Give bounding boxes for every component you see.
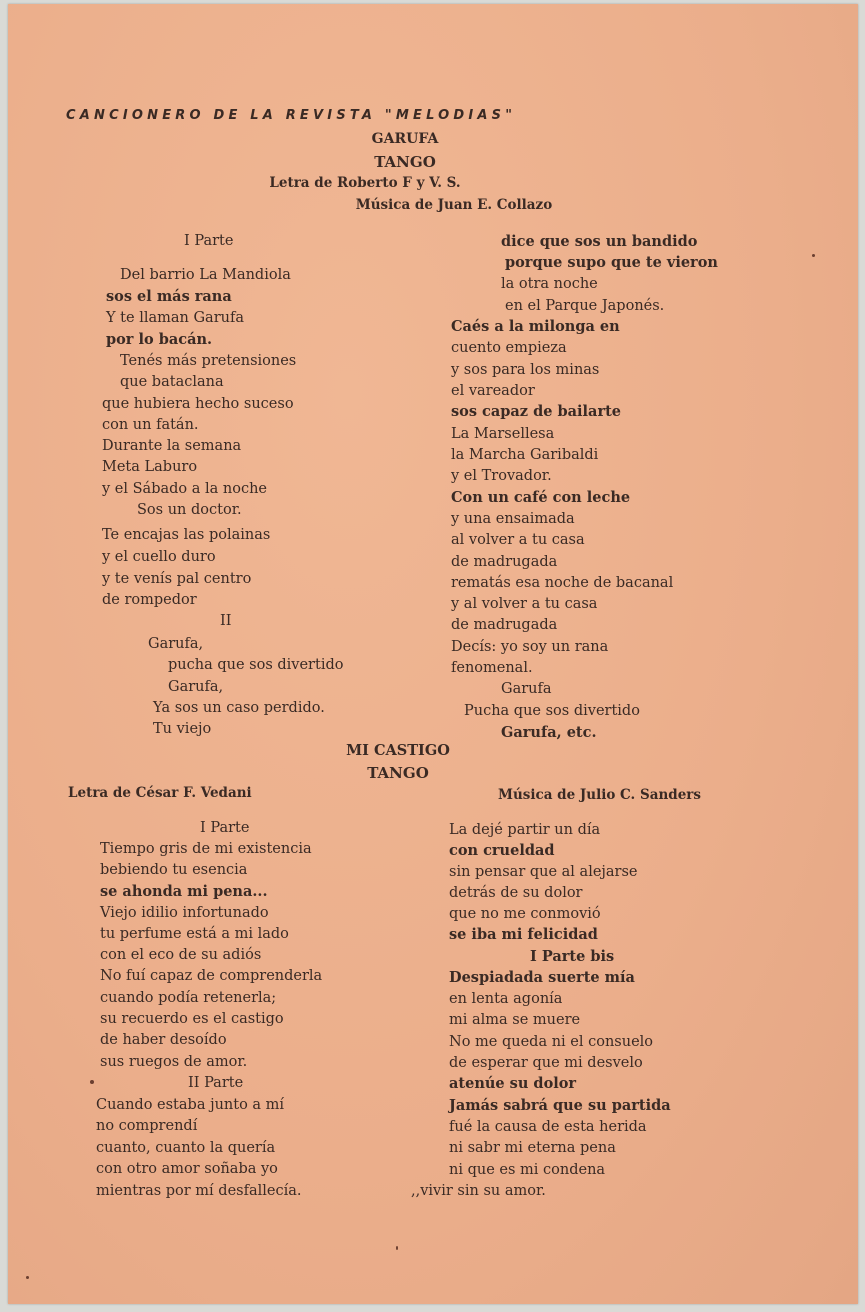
lyric-line: que hubiera hecho suceso	[102, 396, 294, 412]
lyric-line: y sos para los minas	[451, 362, 600, 378]
lyric-line: por lo bacán.	[106, 331, 213, 348]
lyric-line: sos capaz de bailarte	[451, 403, 622, 420]
lyric-line: Con un café con leche	[451, 489, 631, 506]
lyric-line: Viejo idilio infortunado	[100, 905, 269, 921]
lyric-line: con otro amor soñaba yo	[96, 1161, 278, 1177]
lyric-line: I Parte bis	[530, 948, 615, 965]
lyric-line: pucha que sos divertido	[168, 657, 344, 673]
lyric-line: Tu viejo	[153, 721, 212, 737]
lyric-line: sos el más rana	[106, 288, 232, 305]
lyric-line: Caés a la milonga en	[451, 318, 620, 335]
song2-title: MI CASTIGO	[346, 742, 450, 759]
song1-title: GARUFA	[371, 131, 439, 147]
lyric-line: rematás esa noche de bacanal	[451, 575, 674, 591]
lyric-line: Decís: yo soy un rana	[451, 639, 609, 655]
lyric-line: porque supo que te vieron	[505, 254, 718, 271]
lyric-line: que no me conmovió	[449, 906, 601, 922]
lyric-line: tu perfume está a mi lado	[100, 926, 289, 942]
lyric-line: Garufa,	[168, 679, 224, 695]
lyric-line: No fuí capaz de comprenderla	[100, 968, 323, 984]
lyric-line: cuento empieza	[451, 340, 567, 356]
lyric-line: de haber desoído	[100, 1032, 227, 1048]
lyric-line: Cuando estaba junto a mí	[96, 1097, 285, 1113]
song2-genre: TANGO	[367, 764, 429, 782]
lyric-line: sin pensar que al alejarse	[449, 864, 638, 880]
lyric-line: su recuerdo es el castigo	[100, 1011, 284, 1027]
lyric-line: el vareador	[451, 383, 535, 399]
lyric-line: en lenta agonía	[449, 991, 563, 1007]
lyric-line: con el eco de su adiós	[100, 947, 262, 963]
lyric-line: Tiempo gris de mi existencia	[100, 841, 312, 857]
lyric-line: La Marsellesa	[451, 426, 555, 442]
lyric-line: Sos un doctor.	[137, 502, 242, 518]
lyric-line: cuando podía retenerla;	[100, 990, 277, 1006]
lyric-line: y te venís pal centro	[102, 571, 252, 587]
lyric-line: y el cuello duro	[102, 549, 216, 565]
lyric-line: Del barrio La Mandiola	[120, 267, 291, 283]
lyric-line: y el Trovador.	[451, 468, 552, 484]
lyric-line: I Parte	[200, 820, 250, 836]
lyric-line: ,,vivir sin su amor.	[411, 1183, 546, 1199]
lyric-line: cuanto, cuanto la quería	[96, 1140, 276, 1156]
lyric-line: Y te llaman Garufa	[106, 310, 244, 326]
song1-lyrics-credit: Letra de Roberto F y V. S.	[269, 175, 461, 191]
lyric-line: detrás de su dolor	[449, 885, 583, 901]
lyric-line: con un fatán.	[102, 417, 199, 433]
lyric-line: la Marcha Garibaldi	[451, 447, 599, 463]
lyric-line: Pucha que sos divertido	[464, 703, 640, 719]
song2-music-credit: Música de Julio C. Sanders	[498, 787, 702, 803]
lyric-line: Despiadada suerte mía	[449, 969, 635, 986]
lyric-line: II Parte	[188, 1075, 244, 1091]
lyric-line: I Parte	[184, 233, 234, 249]
lyric-line: al volver a tu casa	[451, 532, 585, 548]
lyric-line: se iba mi felicidad	[449, 926, 598, 943]
lyric-line: y el Sábado a la noche	[102, 481, 268, 497]
lyric-line: no comprendí	[96, 1118, 198, 1134]
lyric-line: se ahonda mi pena...	[100, 883, 268, 900]
lyric-line: Garufa	[501, 681, 552, 697]
lyric-line: fenomenal.	[451, 660, 533, 676]
song1-genre: TANGO	[374, 153, 436, 171]
lyric-line: de madrugada	[451, 617, 558, 633]
page-sheet	[8, 4, 858, 1304]
lyric-line: bebiendo tu esencia	[100, 862, 248, 878]
lyric-line: atenúe su dolor	[449, 1075, 577, 1092]
lyric-line: Garufa, etc.	[501, 724, 597, 741]
lyric-line: que bataclana	[120, 374, 224, 390]
lyric-line: Ya sos un caso perdido.	[153, 700, 325, 716]
lyric-line: Garufa,	[148, 636, 204, 652]
lyric-line: Meta Laburo	[102, 459, 198, 475]
lyric-line: Durante la semana	[102, 438, 242, 454]
lyric-line: Jamás sabrá que su partida	[449, 1097, 671, 1114]
lyric-line: y al volver a tu casa	[451, 596, 598, 612]
lyric-line: Te encajas las polainas	[102, 527, 271, 543]
lyric-line: No me queda ni el consuelo	[449, 1034, 654, 1050]
lyric-line: dice que sos un bandido	[501, 233, 698, 250]
lyric-line: fué la causa de esta herida	[449, 1119, 647, 1135]
lyric-line: Tenés más pretensiones	[120, 353, 297, 369]
lyric-line: de rompedor	[102, 592, 197, 608]
lyric-line: la otra noche	[501, 276, 598, 292]
lyric-line: sus ruegos de amor.	[100, 1054, 248, 1070]
lyric-line: ni sabr mi eterna pena	[449, 1140, 616, 1156]
lyric-line: de esperar que mi desvelo	[449, 1055, 643, 1071]
lyric-line: y una ensaimada	[451, 511, 575, 527]
page-header: CANCIONERO DE LA REVISTA "MELODIAS"	[66, 108, 517, 123]
lyric-line: con crueldad	[449, 842, 555, 859]
lyric-line: ni que es mi condena	[449, 1162, 606, 1178]
lyric-line: de madrugada	[451, 554, 558, 570]
lyric-line: II	[220, 613, 232, 629]
song2-lyrics-credit: Letra de César F. Vedani	[68, 785, 252, 801]
lyric-line: en el Parque Japonés.	[505, 298, 665, 314]
song1-music-credit: Música de Juan E. Collazo	[355, 197, 553, 213]
lyric-line: mi alma se muere	[449, 1012, 581, 1028]
lyric-line: La dejé partir un día	[449, 822, 601, 838]
lyric-line: mientras por mí desfallecía.	[96, 1183, 302, 1199]
